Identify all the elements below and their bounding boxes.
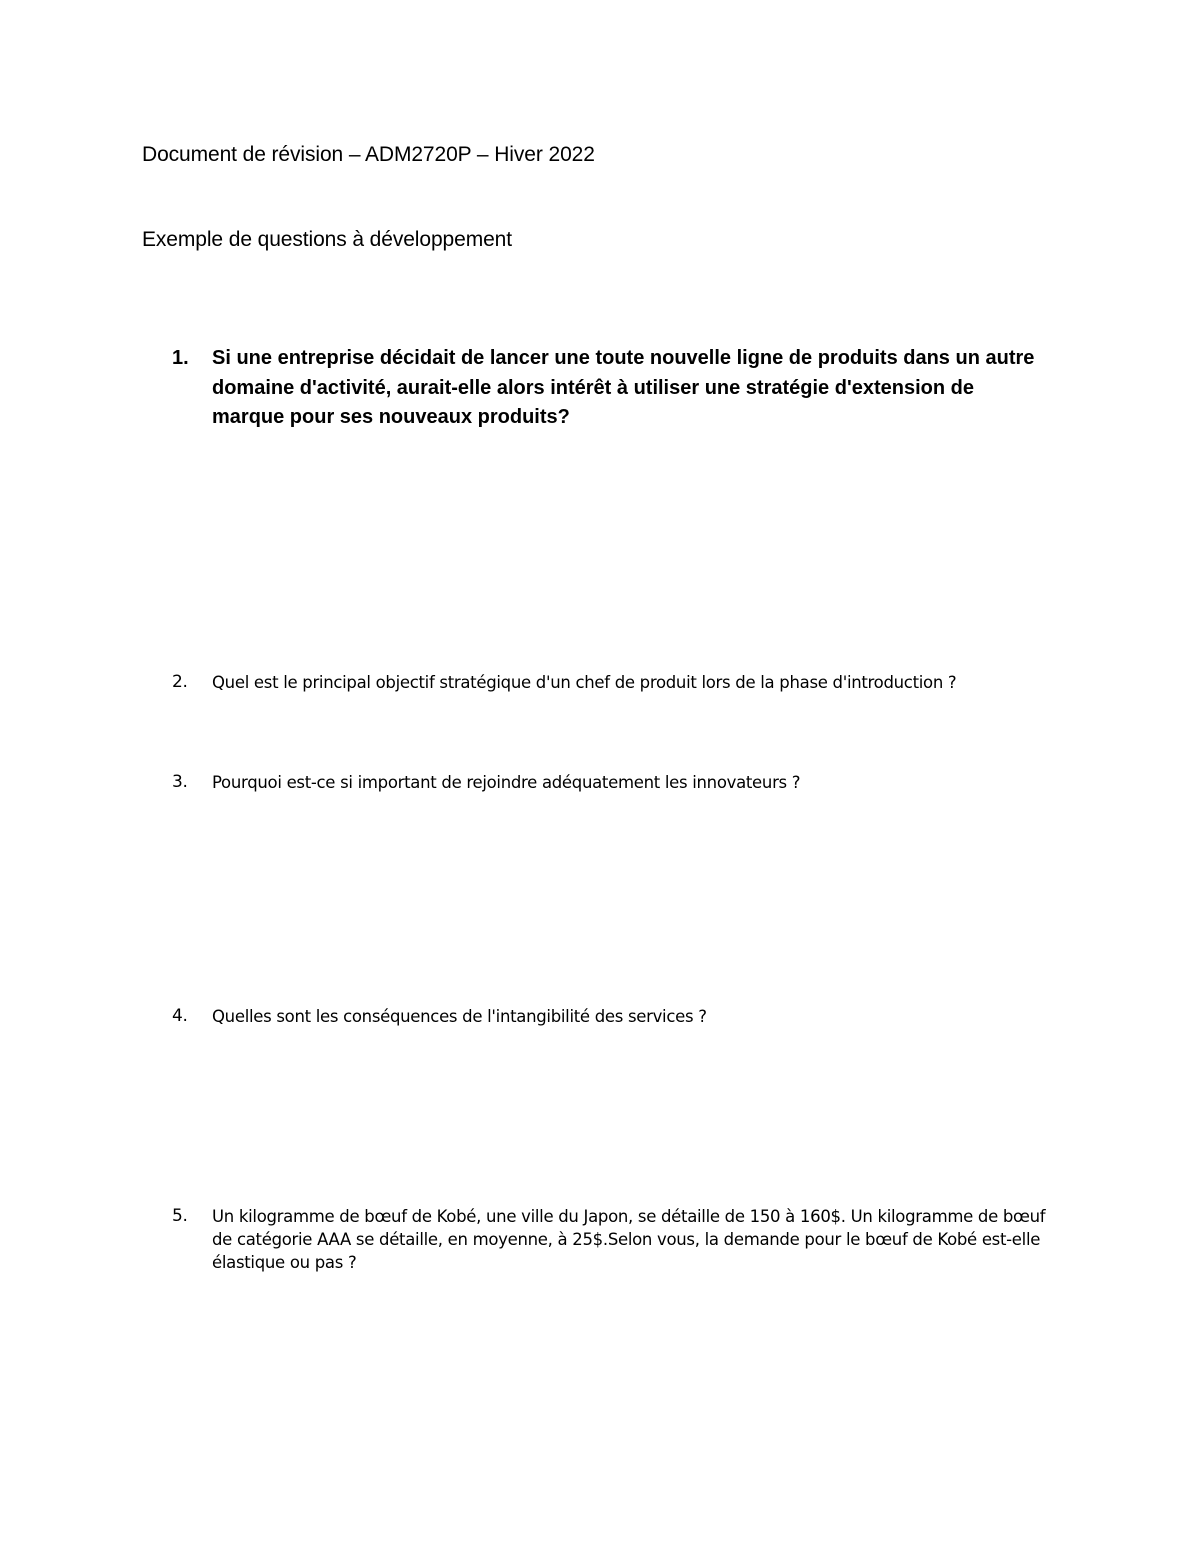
question-text: Pourquoi est-ce si important de rejoindre adéquatement les innovateurs ?	[212, 773, 801, 792]
question-4	[172, 1005, 1072, 1028]
question-text: Un kilogramme de bœuf de Kobé, une ville du Japon, se détaille de 150 à 160$. Un kilogramme de bœuf de catégorie AAA se détaille, en moyenne, à 25$.Selon vous, la demande pour le bœuf de Kobé est-elle élastique ou pas ?	[212, 1207, 1046, 1272]
question-number: 5.	[172, 1206, 188, 1226]
question-number: 3.	[172, 772, 188, 792]
document-subtitle: Exemple de questions à développement	[142, 228, 512, 251]
question-1	[172, 344, 1072, 433]
question-5	[172, 1205, 1072, 1274]
document-title: Document de révision – ADM2720P – Hiver 2022	[142, 143, 595, 166]
question-3	[172, 771, 1072, 794]
question-text: Si une entreprise décidait de lancer une toute nouvelle ligne de produits dans un autre domaine d'activité, aurait-elle alors intérêt à utiliser une stratégie d'extension de marque pour ses nouveaux produits?	[212, 347, 1035, 428]
question-number: 2.	[172, 672, 188, 692]
question-text: Quel est le principal objectif stratégique d'un chef de produit lors de la phase d'introduction ?	[212, 673, 957, 692]
question-number: 4.	[172, 1006, 188, 1026]
question-number: 1.	[172, 347, 189, 369]
question-text: Quelles sont les conséquences de l'intangibilité des services ?	[212, 1007, 707, 1026]
question-2	[172, 671, 1072, 694]
